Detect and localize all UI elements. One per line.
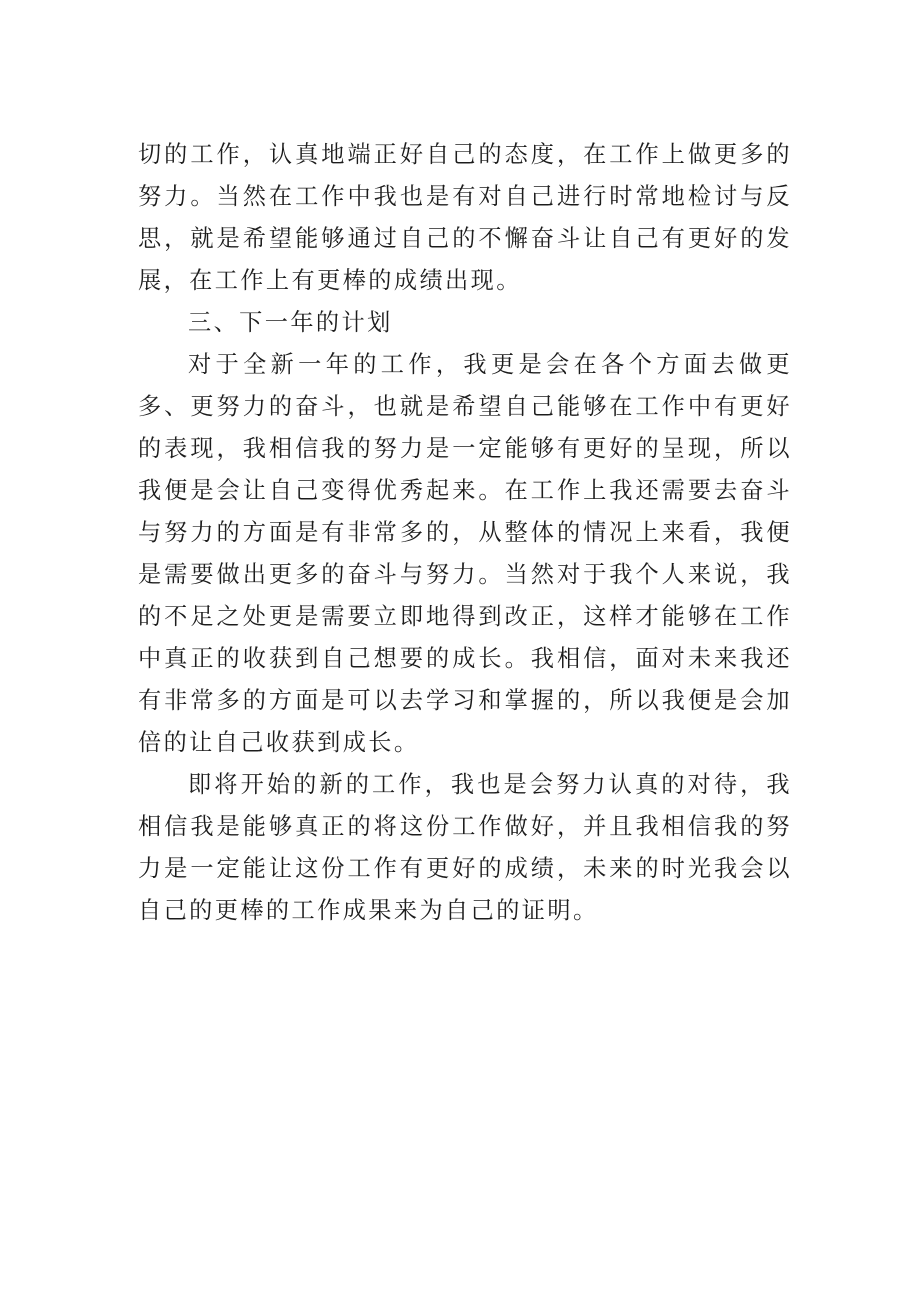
paragraph-plan-1: 对于全新一年的工作，我更是会在各个方面去做更多、更努力的奋斗，也就是希望自己能够在工作中有更好的表现，我相信我的努力是一定能够有更好的呈现，所以我便是会让自己变得优秀起来。在工作上我还需要去奋斗与努力的方面是有非常多的，从整体的情况上来看，我便是需要做出更多的奋斗与努力。当然对于我个人来说，我的不足之处更是需要立即地得到改正，这样才能够在工作中真正的收获到自己想要的成长。我相信，面对未来我还有非常多的方面是可以去学习和掌握的，所以我便是会加倍的让自己收获到成长。 <box>138 351 792 756</box>
paragraph-continued: 切的工作，认真地端正好自己的态度，在工作上做更多的努力。当然在工作中我也是有对自己进行时常地检讨与反思，就是希望能够通过自己的不懈奋斗让自己有更好的发展，在工作上有更棒的成绩出现。 <box>138 141 792 294</box>
paragraph-plan-2: 即将开始的新的工作，我也是会努力认真的对待，我相信我是能够真正的将这份工作做好，并且我相信我的努力是一定能让这份工作有更好的成绩，未来的时光我会以自己的更棒的工作成果来为自己的证明。 <box>138 771 792 924</box>
document-body <box>138 134 792 932</box>
section-heading: 三、下一年的计划 <box>188 309 393 336</box>
